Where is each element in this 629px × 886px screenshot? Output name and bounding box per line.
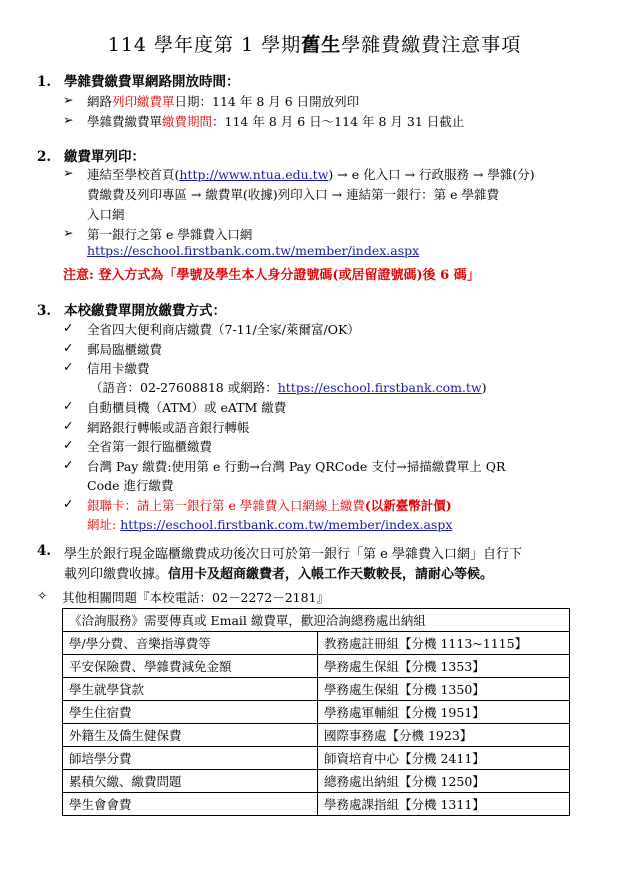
table-header: 《洽詢服務》需要傳真或 Email 繳費單，歡迎洽詢總務處出納組: [63, 609, 570, 632]
s1-bullet-1: 網路列印繳費單日期：114 年 8 月 6 日開放列印: [87, 94, 360, 109]
check-icon: ✓: [63, 340, 74, 355]
s3-item-8: 銀聯卡：請上第一銀行第 e 學雜費入口網線上繳費(以新臺幣計價): [87, 498, 452, 513]
arrow-bullet-icon: ➢: [63, 92, 74, 107]
s3-item-5: 網路銀行轉帳或語音銀行轉帳: [87, 420, 250, 435]
section-2-heading: 2. 繳費單列印：: [37, 149, 145, 165]
table-row: 累積欠繳、繳費問題 總務處出納組【分機 1250】: [63, 770, 570, 793]
arrow-bullet-icon: ➢: [63, 165, 74, 180]
section-3-heading: 3. 本校繳費單開放繳費方式：: [37, 303, 226, 319]
s3-item-7-line-2: Code 進行繳費: [87, 478, 174, 493]
s2-bullet-1-line-3: 入口網: [87, 207, 125, 222]
eschool-member-link[interactable]: https://eschool.firstbank.com.tw/member/index.aspx: [87, 243, 420, 258]
s3-item-8-sub: 網址: https://eschool.firstbank.com.tw/member/index.aspx: [87, 517, 453, 532]
table-row: 師培學分費 師資培育中心【分機 2411】: [63, 747, 570, 770]
arrow-bullet-icon: ➢: [63, 225, 74, 240]
login-note: 注意: 登入方式為「學號及學生本人身分證號碼(或居留證號碼)後 6 碼」: [63, 268, 480, 283]
check-icon: ✓: [63, 437, 74, 452]
check-icon: ✓: [63, 320, 74, 335]
other-questions: 其他相關問題『本校電話：02－2272－2181』: [62, 590, 330, 605]
s3-item-6: 全省第一銀行臨櫃繳費: [87, 439, 213, 454]
check-icon: ✓: [63, 398, 74, 413]
table-header-row: [63, 609, 570, 632]
s3-item-4: 自動櫃員機（ATM）或 eATM 繳費: [87, 400, 287, 415]
check-icon: ✓: [63, 418, 74, 433]
section-1-heading: 1. 學雜費繳費單網路開放時間：: [37, 74, 240, 90]
table-row: 平安保險費、學雜費減免金額 學務處生保組【分機 1353】: [63, 655, 570, 678]
contact-table: [62, 608, 570, 816]
s3-item-2: 郵局臨櫃繳費: [87, 342, 163, 357]
table-row: 學/學分費、音樂指導費等 教務處註冊組【分機 1113~1115】: [63, 632, 570, 655]
table-row: 學生住宿費 學務處軍輔組【分機 1951】: [63, 701, 570, 724]
check-icon: ✓: [63, 457, 74, 472]
eschool-link[interactable]: https://eschool.firstbank.com.tw: [277, 380, 482, 395]
s2-bullet-1: 連結至學校首頁(http://www.ntua.edu.tw) → e 化入口 → 行政服務 → 學雜(分): [87, 167, 535, 182]
s3-item-1: 全省四大便利商店繳費（7-11/全家/萊爾富/OK）: [87, 322, 360, 337]
section-4-heading: 4.: [37, 543, 52, 559]
eschool-member-link-2[interactable]: https://eschool.firstbank.com.tw/member/index.aspx: [120, 517, 453, 532]
s4-line-2: 載列印繳費收據。信用卡及超商繳費者，入帳工作天數較長，請耐心等候。: [64, 567, 494, 582]
s1-bullet-2: 學雜費繳費單繳費期間：114 年 8 月 6 日～114 年 8 月 31 日截止: [87, 114, 465, 129]
diamond-star-icon: ✧: [37, 588, 48, 603]
table-row: 學生會會費 學務處課指組【分機 1311】: [63, 793, 570, 816]
s2-bullet-2: 第一銀行之第 e 學雜費入口網: [87, 227, 253, 242]
page-title: 114 學年度第 1 學期舊生學雜費繳費注意事項: [107, 34, 522, 56]
school-homepage-link[interactable]: http://www.ntua.edu.tw: [179, 167, 329, 182]
s3-item-7: 台灣 Pay 繳費:使用第 e 行動→台灣 Pay QRCode 支付→掃描繳費單上 QR: [87, 459, 506, 474]
s4-line-1: 學生於銀行現金臨櫃繳費成功後次日可於第一銀行「第 e 學雜費入口網」自行下: [64, 547, 522, 562]
table-row: 學生就學貸款 學務處生保組【分機 1350】: [63, 678, 570, 701]
s3-item-3: 信用卡繳費: [87, 361, 150, 376]
check-icon: ✓: [63, 496, 74, 511]
s2-bullet-1-line-2: 費繳費及列印專區 → 繳費單(收據)列印入口 → 連結第一銀行：第 e 學雜費: [87, 187, 499, 202]
s3-item-3-sub: （語音：02-27608818 或網路：https://eschool.firstbank.com.tw): [90, 380, 487, 395]
arrow-bullet-icon: ➢: [63, 112, 74, 127]
table-row: 外籍生及僑生健保費 國際事務處【分機 1923】: [63, 724, 570, 747]
check-icon: ✓: [63, 359, 74, 374]
